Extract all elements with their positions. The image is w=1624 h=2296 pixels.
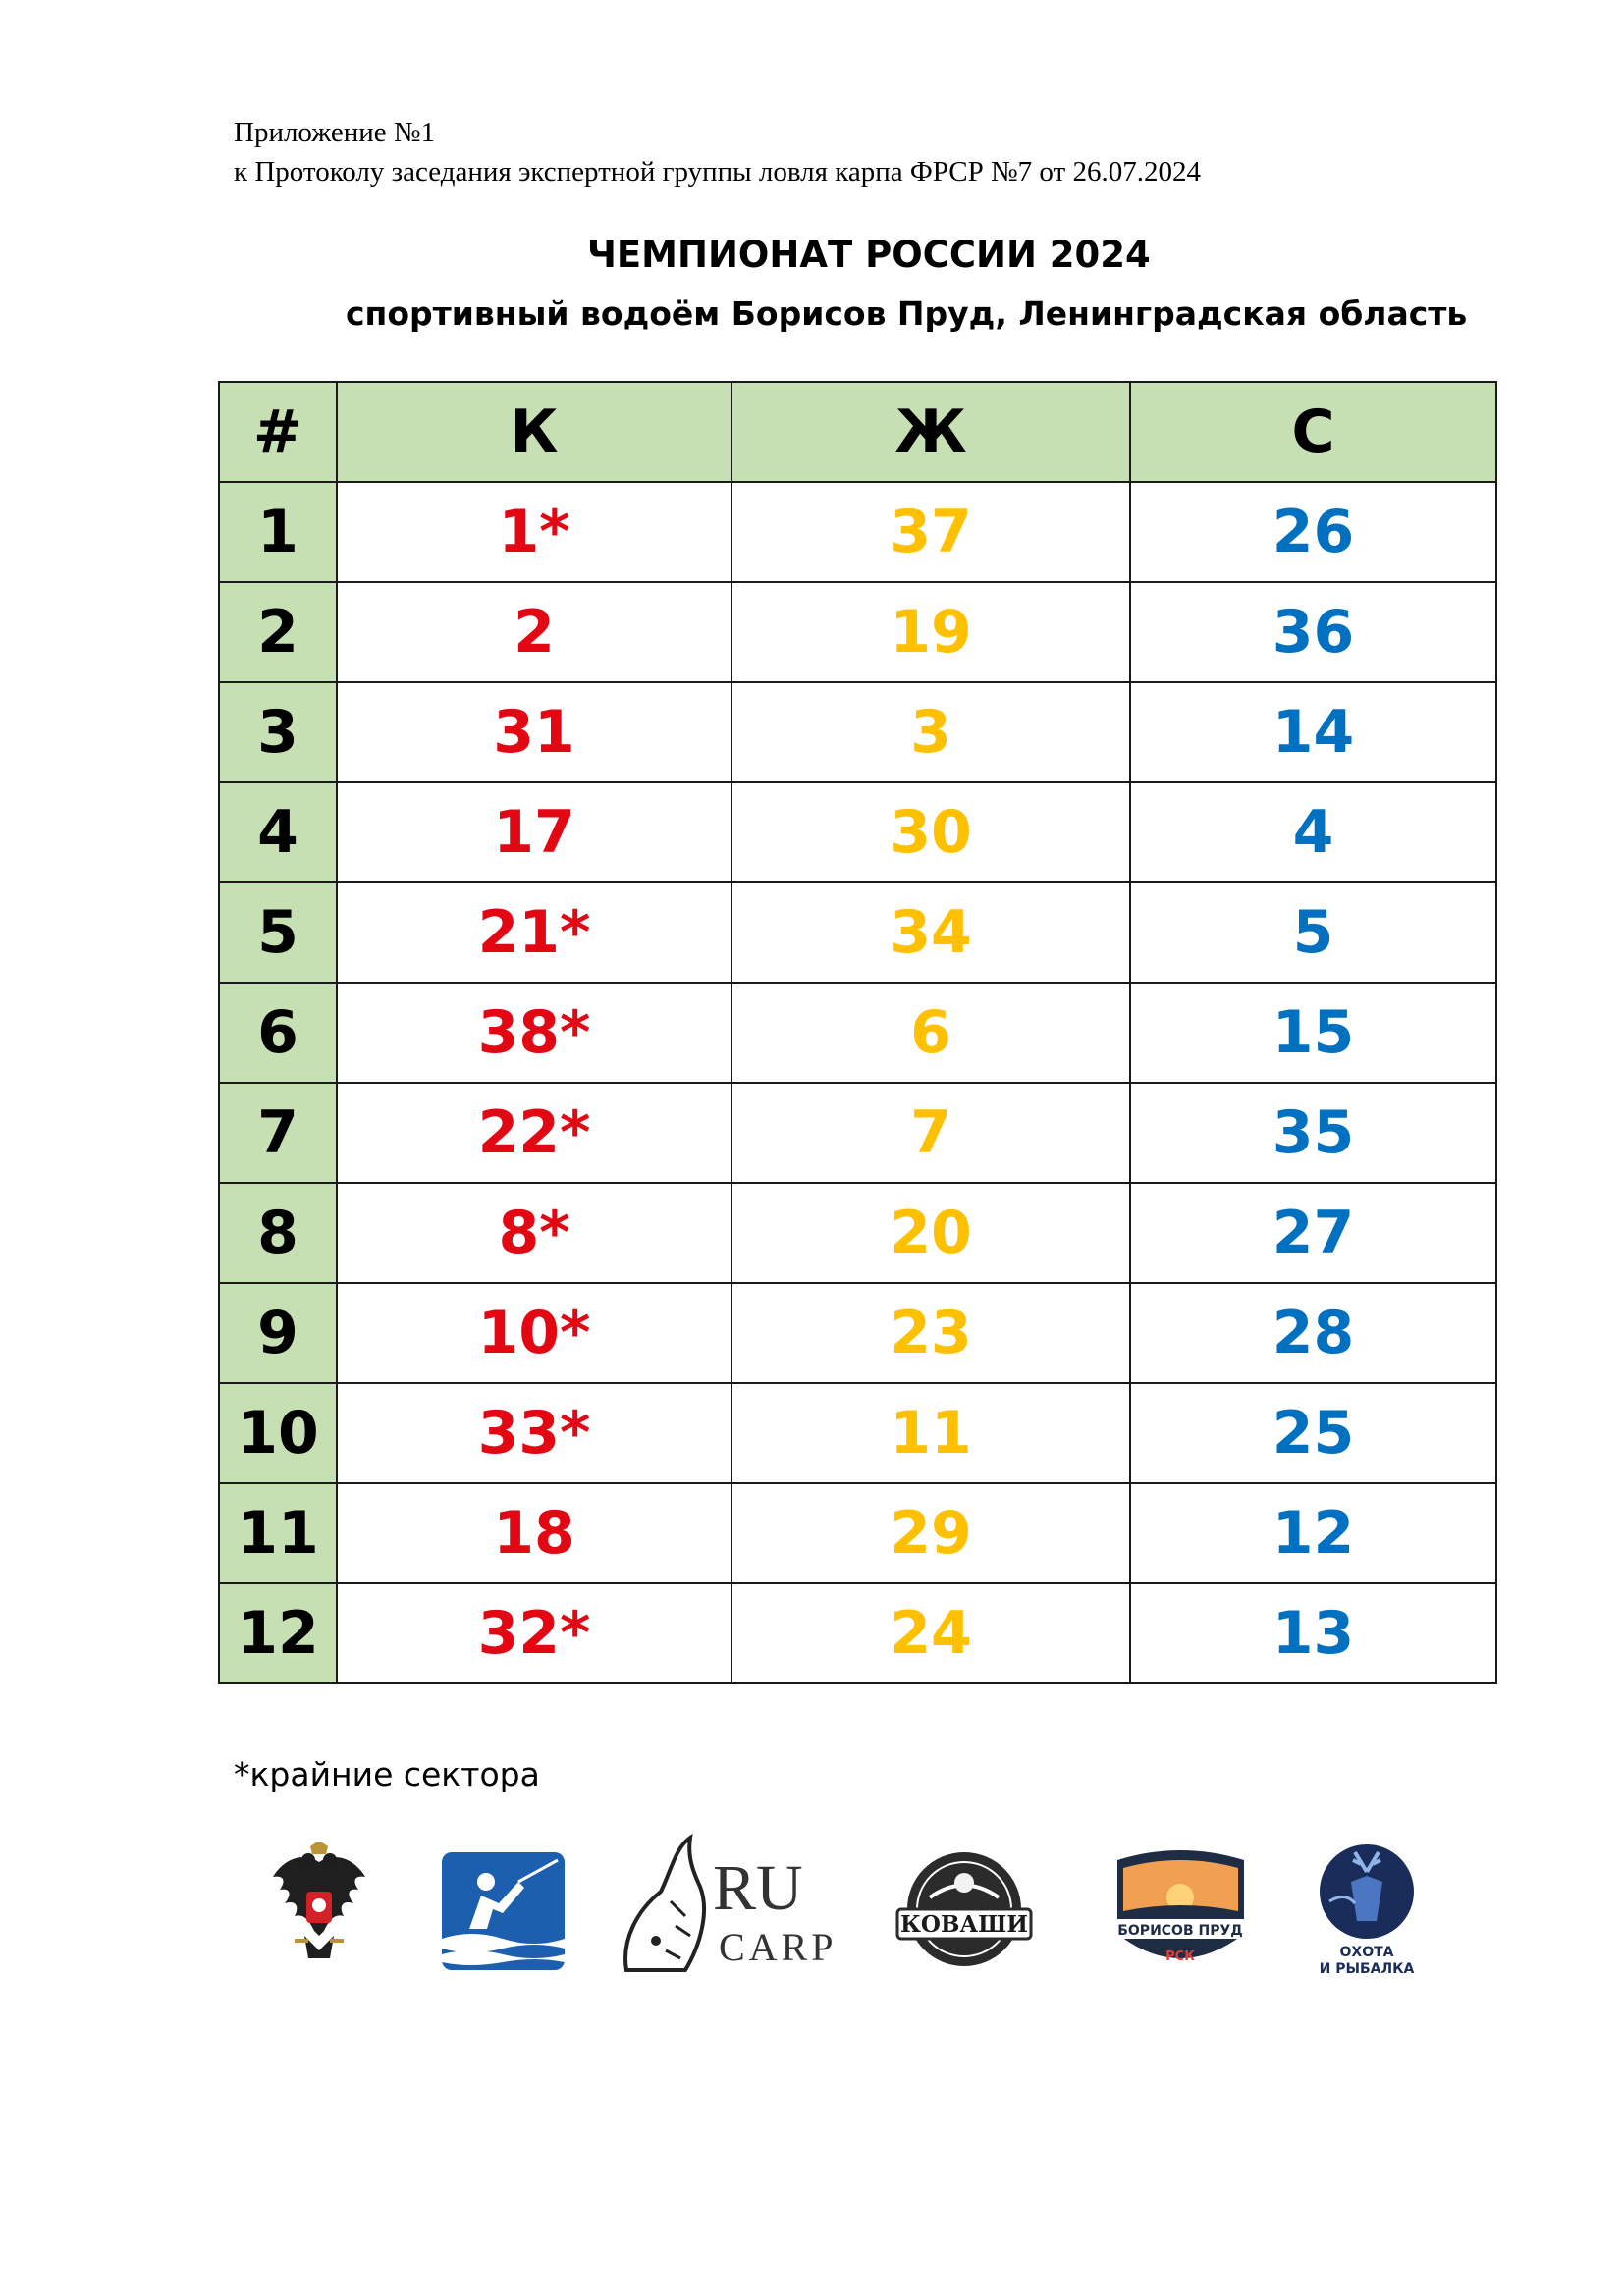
sector-k-cell: 17 [337, 782, 731, 882]
row-number-cell: 6 [219, 983, 337, 1083]
row-number-cell: 1 [219, 482, 337, 582]
table-row [219, 983, 1496, 1083]
sector-zh-cell: 37 [731, 482, 1130, 582]
sector-s-cell: 25 [1130, 1383, 1496, 1483]
sector-zh-cell: 6 [731, 983, 1130, 1083]
table-row [219, 482, 1496, 582]
hunting-fishing-logo-line1: ОХОТА [1339, 1945, 1394, 1960]
sector-k-cell: 10* [337, 1283, 731, 1383]
sector-s-cell: 15 [1130, 983, 1496, 1083]
borisov-prud-logo-sub: РСК [1165, 1949, 1195, 1964]
row-number-cell: 4 [219, 782, 337, 882]
sector-zh-cell: 23 [731, 1283, 1130, 1383]
sector-s-cell: 12 [1130, 1483, 1496, 1583]
sector-k-cell: 32* [337, 1583, 731, 1683]
row-number-cell: 7 [219, 1083, 337, 1183]
sector-k-cell: 38* [337, 983, 731, 1083]
sector-s-cell: 27 [1130, 1183, 1496, 1283]
table-header-row [219, 382, 1496, 482]
sector-s-cell: 36 [1130, 582, 1496, 682]
row-number-cell: 10 [219, 1383, 337, 1483]
sector-k-cell: 31 [337, 682, 731, 782]
sector-s-cell: 26 [1130, 482, 1496, 582]
sector-zh-cell: 29 [731, 1483, 1130, 1583]
kovashi-logo-text: КОВАШИ [899, 1911, 1029, 1938]
table-row [219, 1483, 1496, 1583]
sector-zh-cell: 30 [731, 782, 1130, 882]
table-row [219, 882, 1496, 983]
sector-zh-cell: 7 [731, 1083, 1130, 1183]
rucarp-logo [617, 1833, 842, 1985]
table-row [219, 682, 1496, 782]
row-number-cell: 3 [219, 682, 337, 782]
sector-k-cell: 2 [337, 582, 731, 682]
table-body [219, 482, 1496, 1683]
row-number-cell: 9 [219, 1283, 337, 1383]
column-header-number: # [219, 382, 337, 482]
borisov-prud-logo [1110, 1850, 1252, 1983]
table-row [219, 1183, 1496, 1283]
protocol-reference: к Протоколу заседания экспертной группы ловля карпа ФРСР №7 от 26.07.2024 [234, 156, 1201, 187]
sector-zh-cell: 3 [731, 682, 1130, 782]
sector-s-cell: 28 [1130, 1283, 1496, 1383]
sector-s-cell: 4 [1130, 782, 1496, 882]
table-row [219, 582, 1496, 682]
rucarp-logo-carp: CARP [719, 1925, 838, 1969]
sector-zh-cell: 34 [731, 882, 1130, 983]
sector-k-cell: 33* [337, 1383, 731, 1483]
row-number-cell: 2 [219, 582, 337, 682]
sector-s-cell: 13 [1130, 1583, 1496, 1683]
sector-k-cell: 8* [337, 1183, 731, 1283]
sector-zh-cell: 20 [731, 1183, 1130, 1283]
sector-k-cell: 21* [337, 882, 731, 983]
table-row [219, 1583, 1496, 1683]
page-subtitle: спортивный водоём Борисов Пруд, Ленинградская область [346, 294, 1468, 333]
footnote: *крайние сектора [234, 1755, 540, 1793]
sector-table [218, 381, 1497, 1684]
fishing-sport-logo [442, 1852, 565, 1975]
rucarp-logo-ru: RU [713, 1852, 803, 1924]
table-row [219, 1383, 1496, 1483]
kovashi-logo [895, 1848, 1033, 1976]
column-header-k: К [337, 382, 731, 482]
table-row [219, 1283, 1496, 1383]
borisov-prud-logo-text: БОРИСОВ ПРУД [1117, 1923, 1243, 1939]
sector-s-cell: 5 [1130, 882, 1496, 983]
column-header-zh: Ж [731, 382, 1130, 482]
page-title: ЧЕМПИОНАТ РОССИИ 2024 [587, 234, 1151, 276]
sector-zh-cell: 24 [731, 1583, 1130, 1683]
table-row [219, 1083, 1496, 1183]
row-number-cell: 8 [219, 1183, 337, 1283]
sector-s-cell: 35 [1130, 1083, 1496, 1183]
sector-k-cell: 18 [337, 1483, 731, 1583]
sector-k-cell: 1* [337, 482, 731, 582]
table-row [219, 782, 1496, 882]
column-header-s: С [1130, 382, 1496, 482]
hunting-fishing-logo-line2: И РЫБАЛКА [1319, 1961, 1415, 1977]
sector-zh-cell: 19 [731, 582, 1130, 682]
row-number-cell: 12 [219, 1583, 337, 1683]
row-number-cell: 5 [219, 882, 337, 983]
sector-k-cell: 22* [337, 1083, 731, 1183]
row-number-cell: 11 [219, 1483, 337, 1583]
coat-of-arms-logo [265, 1842, 373, 1980]
sector-zh-cell: 11 [731, 1383, 1130, 1483]
sector-s-cell: 14 [1130, 682, 1496, 782]
sponsor-logos [255, 1841, 1434, 1988]
hunting-fishing-logo [1316, 1842, 1434, 1985]
appendix-label: Приложение №1 [234, 117, 436, 148]
